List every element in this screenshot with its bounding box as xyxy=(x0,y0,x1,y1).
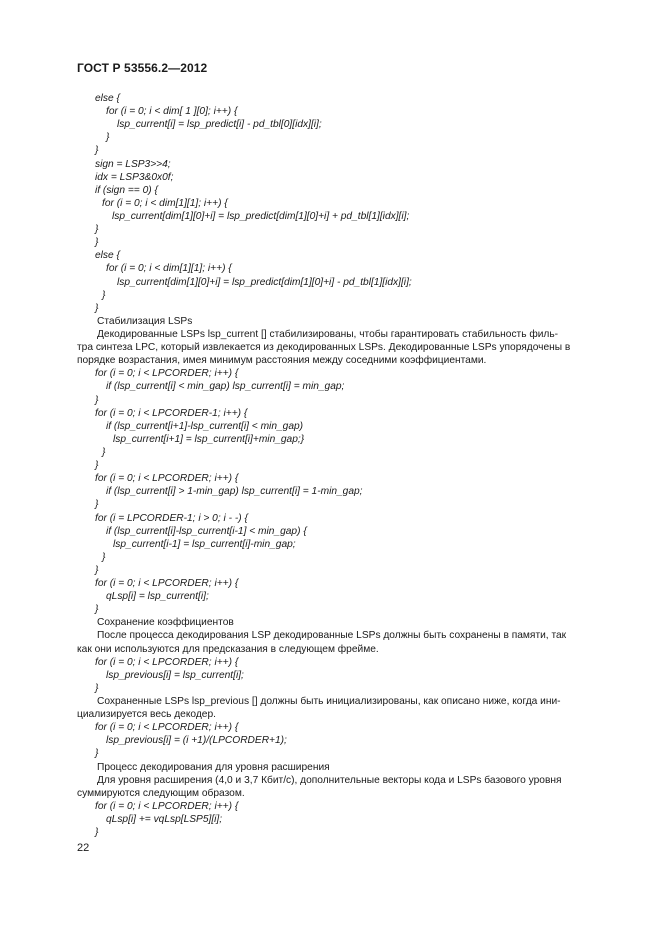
code-line: if (lsp_current[i]-lsp_current[i-1] < min_gap) { xyxy=(106,525,307,537)
code-line: } xyxy=(95,145,99,157)
code-line: } xyxy=(95,499,99,511)
paragraph-line: Сохраненные LSPs lsp_previous [] должны быть инициализированы, как описано ниже, когда ини- xyxy=(97,696,561,708)
section-heading: Процесс декодирования для уровня расширения xyxy=(97,761,330,773)
paragraph-line: тра синтеза LPC, который извлекается из декодированных LSPs. Декодированные LSPs упорядочены в xyxy=(77,342,571,354)
code-line: lsp_current[dim[1][0]+i] = lsp_predict[dim[1][0]+i] - pd_tbl[1][idx][i]; xyxy=(117,276,412,288)
code-line: for (i = 0; i < dim[ 1 ][0]; i++) { xyxy=(106,106,238,118)
code-line: qLsp[i] = lsp_current[i]; xyxy=(106,591,209,603)
code-line: if (lsp_current[i] < min_gap) lsp_current[i] = min_gap; xyxy=(106,381,345,393)
code-line: lsp_current[i+1] = lsp_current[i]+min_gap;} xyxy=(113,433,305,445)
paragraph-line: Для уровня расширения (4,0 и 3,7 Кбит/с), дополнительные векторы кода и LSPs базового уровня xyxy=(97,774,562,786)
code-line: } xyxy=(95,237,99,249)
paragraph-line: порядке возрастания, имея минимум расстояния между соседними коэффициентами. xyxy=(77,355,487,367)
code-line: if (lsp_current[i+1]-lsp_current[i] < min_gap) xyxy=(106,420,304,432)
code-line: lsp_previous[i] = (i +1)/(LPCORDER+1); xyxy=(106,735,287,747)
code-line: else { xyxy=(95,250,120,262)
paragraph-line: суммируются следующим образом. xyxy=(77,787,245,799)
code-line: for (i = 0; i < dim[1][1]; i++) { xyxy=(102,197,228,209)
page-body xyxy=(77,92,617,839)
section-heading: Сохранение коэффициентов xyxy=(97,617,234,629)
code-line: } xyxy=(95,394,99,406)
paragraph-line: После процесса декодирования LSP декодированные LSPs должны быть сохранены в памяти, так xyxy=(97,630,567,642)
paragraph-line: Декодированные LSPs lsp_current [] стабилизированы, чтобы гарантировать стабильность филь- xyxy=(97,328,559,340)
code-line: } xyxy=(95,302,99,314)
code-line: sign = LSP3>>4; xyxy=(95,158,171,170)
paragraph-line: циализируется весь декодер. xyxy=(77,709,216,721)
code-line: for (i = 0; i < dim[1][1]; i++) { xyxy=(106,263,232,275)
code-line: for (i = 0; i < LPCORDER; i++) { xyxy=(95,722,239,734)
code-line: lsp_current[dim[1][0]+i] = lsp_predict[dim[1][0]+i] + pd_tbl[1][idx][i]; xyxy=(112,210,410,222)
code-line: if (sign == 0) { xyxy=(95,184,158,196)
code-line: } xyxy=(95,564,99,576)
code-line: } xyxy=(95,682,99,694)
code-line: for (i = 0; i < LPCORDER; i++) { xyxy=(95,800,239,812)
code-line: } xyxy=(95,827,99,839)
code-line: lsp_current[i-1] = lsp_current[i]-min_gap; xyxy=(113,538,296,550)
code-line: } xyxy=(106,132,110,144)
code-line: lsp_previous[i] = lsp_current[i]; xyxy=(106,669,244,681)
code-line: for (i = LPCORDER-1; i > 0; i - -) { xyxy=(95,512,248,524)
code-line: lsp_current[i] = lsp_predict[i] - pd_tbl[0][idx][i]; xyxy=(117,119,322,131)
page-number: 22 xyxy=(77,842,90,854)
code-line: } xyxy=(102,446,106,458)
code-line: } xyxy=(102,289,106,301)
section-heading: Стабилизация LSPs xyxy=(97,315,193,327)
code-line: idx = LSP3&0x0f; xyxy=(95,171,174,183)
code-line: for (i = 0; i < LPCORDER; i++) { xyxy=(95,368,239,380)
code-line: for (i = 0; i < LPCORDER-1; i++) { xyxy=(95,407,248,419)
paragraph-line: как они используются для предсказания в следующем фрейме. xyxy=(77,643,379,655)
code-line: } xyxy=(95,748,99,760)
document-header: ГОСТ Р 53556.2—2012 xyxy=(77,61,208,75)
code-line: for (i = 0; i < LPCORDER; i++) { xyxy=(95,578,239,590)
code-line: for (i = 0; i < LPCORDER; i++) { xyxy=(95,656,239,668)
code-line: else { xyxy=(95,93,120,104)
code-line: } xyxy=(95,460,99,472)
code-line: } xyxy=(102,551,106,563)
code-line: } xyxy=(95,604,99,616)
code-line: } xyxy=(95,224,99,236)
code-line: for (i = 0; i < LPCORDER; i++) { xyxy=(95,473,239,485)
code-line: if (lsp_current[i] > 1-min_gap) lsp_current[i] = 1-min_gap; xyxy=(106,486,363,498)
code-line: qLsp[i] += vqLsp[LSP5][i]; xyxy=(106,814,223,826)
